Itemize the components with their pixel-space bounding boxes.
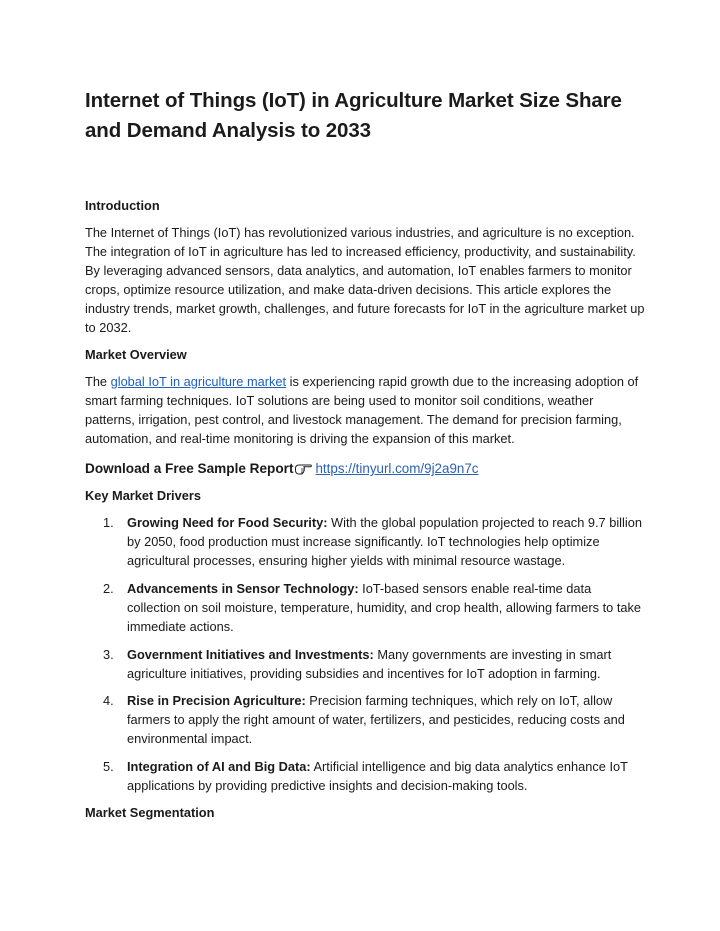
list-item-number: 3. [103, 647, 114, 662]
list-item [103, 513, 643, 570]
list-item-text: Many governments are investing in smart agriculture initiatives, providing subsidies and incentives for IoT adoption in farming. [127, 647, 612, 682]
global-iot-market-link[interactable]: global IoT in agriculture market [110, 374, 287, 389]
pointing-hand-icon [294, 461, 314, 475]
list-item [103, 757, 643, 795]
list-item-title: Integration of AI and Big Data: [127, 759, 311, 774]
key-market-drivers-heading: Key Market Drivers [85, 488, 201, 503]
market-segmentation-heading: Market Segmentation [85, 805, 215, 820]
list-item-text: With the global population projected to reach 9.7 billion by 2050, food production must increase significantly. IoT technologies help optimize agricultural processes, ensuring higher yields with minimal resource wastage. [127, 515, 642, 569]
list-item-text: Precision farming techniques, which rely on IoT, allow farmers to apply the right amount of water, fertilizers, and pesticides, reducing costs and environmental impact. [127, 693, 625, 747]
market-overview-heading: Market Overview [85, 347, 187, 362]
download-label: Download a Free Sample Report [85, 461, 294, 476]
list-item-text: Artificial intelligence and big data analytics enhance IoT applications by providing predictive insights and decision-making tools. [127, 759, 628, 794]
list-item-text: IoT-based sensors enable real-time data collection on soil moisture, temperature, humidity, and crop health, allowing farmers to take immediate actions. [127, 581, 642, 635]
introduction-heading: Introduction [85, 198, 160, 213]
list-item-number: 1. [103, 515, 114, 530]
list-item [103, 691, 643, 748]
list-item-title: Rise in Precision Agriculture: [127, 693, 306, 708]
list-item [103, 645, 643, 683]
market-overview-prefix: The [85, 374, 111, 389]
market-overview-suffix: is experiencing rapid growth due to the increasing adoption of smart farming techniques. IoT solutions are being used to monitor soil conditions, weather patterns, irrigation, pest control, and livestock management. The demand for precision farming, automation, and real-time monitoring is driving the expansion of this market. [85, 374, 639, 447]
download-sample-line [85, 459, 479, 478]
introduction-paragraph: The Internet of Things (IoT) has revolutionized various industries, and agriculture is no exception. The integration of IoT in agriculture has led to increased efficiency, productivity, and sustainability. By leveraging advanced sensors, data analytics, and automation, IoT enables farmers to monitor crops, optimize resource utilization, and make data-driven decisions. This article explores the industry trends, market growth, challenges, and future forecasts for IoT in the agriculture market up to 2032. [85, 225, 645, 336]
list-item-number: 5. [103, 759, 114, 774]
list-item-title: Advancements in Sensor Technology: [127, 581, 359, 596]
list-item [103, 579, 643, 636]
list-item-number: 2. [103, 581, 114, 596]
list-item-title: Government Initiatives and Investments: [127, 647, 374, 662]
list-item-number: 4. [103, 693, 114, 708]
page-title: Internet of Things (IoT) in Agriculture Market Size Share and Demand Analysis to 2033 [85, 89, 622, 142]
list-item-title: Growing Need for Food Security: [127, 515, 328, 530]
sample-report-link[interactable]: https://tinyurl.com/9j2a9n7c [315, 461, 479, 476]
market-overview-paragraph [85, 372, 645, 448]
